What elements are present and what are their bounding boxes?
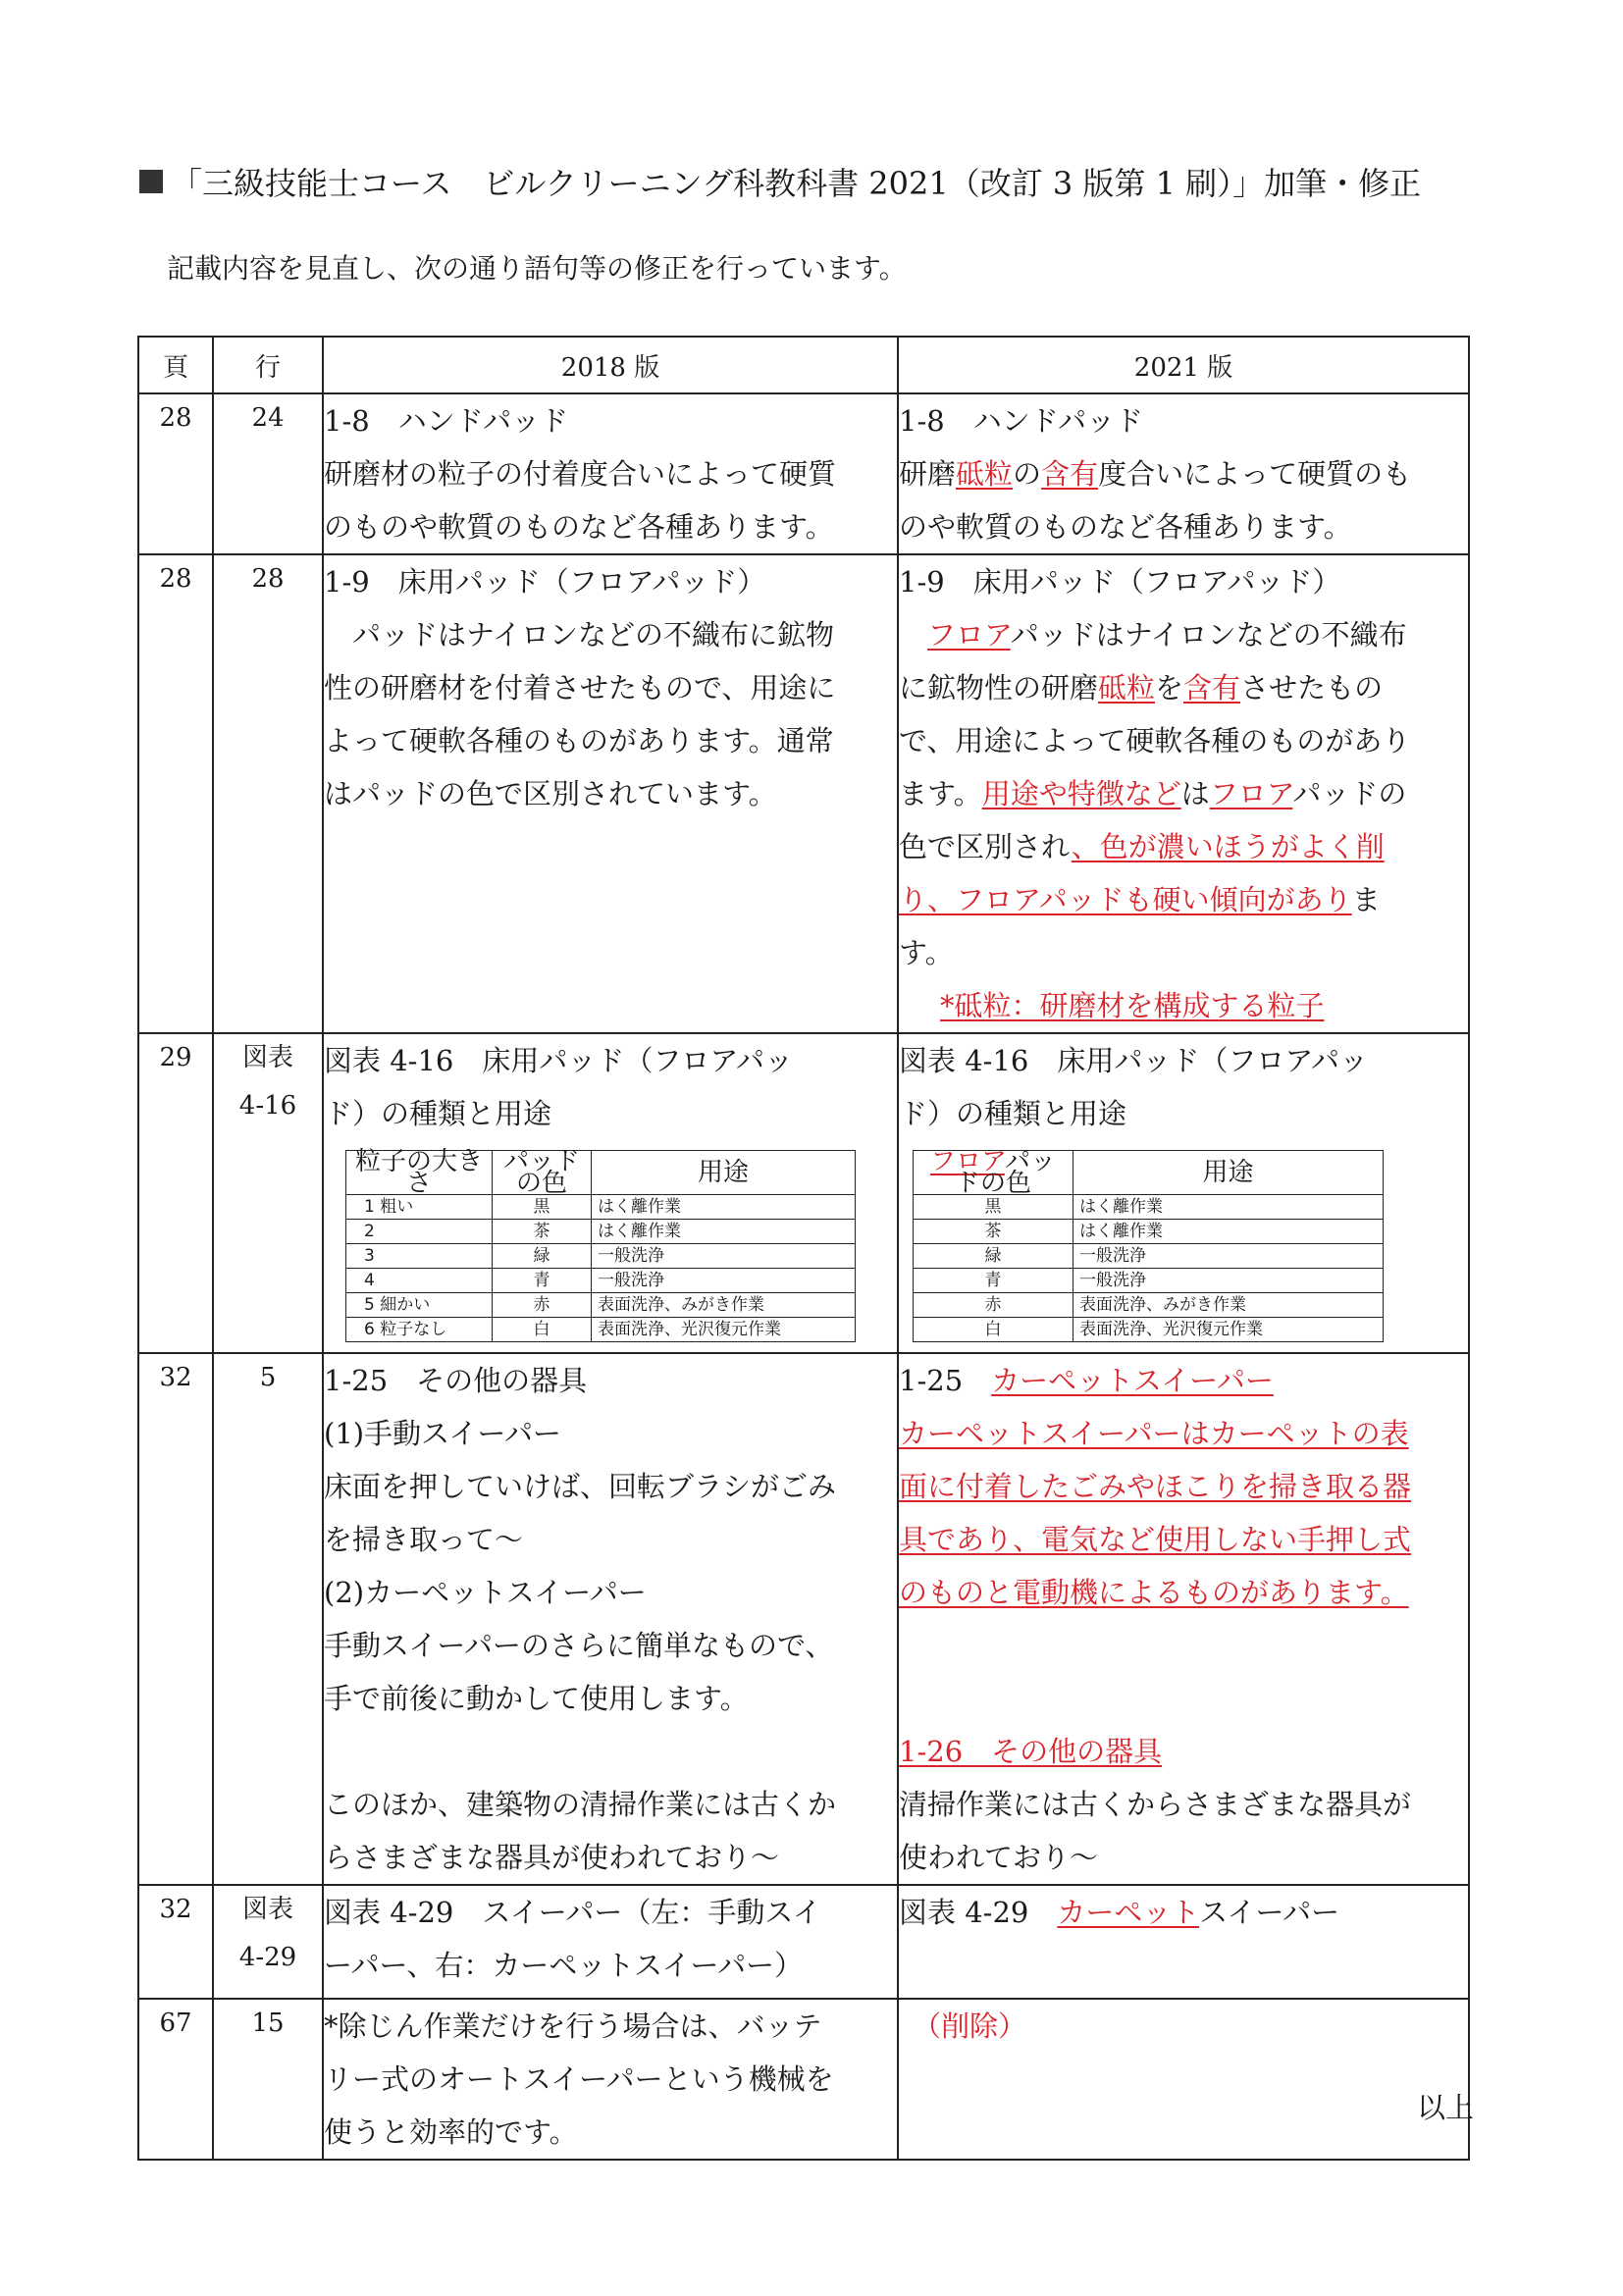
- new-text-cell: [898, 1033, 1469, 1353]
- mini-cell: 茶: [493, 1220, 592, 1244]
- text-span: 1-25: [899, 1364, 992, 1397]
- table-row: [138, 393, 1469, 554]
- text-span: 研磨: [899, 457, 957, 491]
- text-line: リー式のオートスイーパーという機械を: [324, 2062, 834, 2096]
- old-text-cell: [323, 1033, 898, 1353]
- line-cell: 5: [213, 1353, 323, 1885]
- mini-cell: 黒: [493, 1195, 592, 1220]
- text-line: [899, 820, 1468, 873]
- mini-cell: 5 細かい: [346, 1293, 493, 1318]
- text-line: 図表 4-29 スイーパー（左：手動スイ: [324, 1896, 821, 1929]
- mini-header: 用途: [592, 1151, 856, 1195]
- text-span: の: [1013, 457, 1042, 491]
- text-line: [899, 873, 1468, 926]
- revised-text: カーペットスイーパー: [991, 1364, 1274, 1397]
- line-label: 図表: [241, 1895, 293, 1924]
- text-line: 床面を押していけば、回転ブラシがごみ: [324, 1470, 837, 1503]
- text-span: を: [1155, 671, 1184, 704]
- old-text-cell: [323, 1885, 898, 1999]
- mini-cell: 青: [493, 1269, 592, 1293]
- text-line: 使われており～: [899, 1841, 1099, 1874]
- text-line: よって硬軟各種のものがあります。通常: [324, 724, 834, 757]
- text-line: 1-8 ハンドパッド: [899, 404, 1144, 438]
- text-line: 1-8 ハンドパッド: [324, 404, 569, 438]
- mini-row: [346, 1244, 856, 1269]
- mini-cell: 赤: [493, 1293, 592, 1318]
- line-cell: 28: [213, 554, 323, 1033]
- revised-text: 面に付着したごみやほこりを掃き取る器: [899, 1470, 1412, 1503]
- title-text: 「三級技能士コース ビルクリーニング科教科書 2021（改訂 3 版第 1 刷）」加筆・修正: [171, 165, 1422, 202]
- mini-cell: 一般洗浄: [1073, 1244, 1384, 1269]
- revised-text: フロア: [930, 1147, 1005, 1176]
- text-line: (2)カーペットスイーパー: [324, 1576, 647, 1609]
- revision-table: [137, 336, 1470, 2161]
- text-line: ド）の種類と用途: [324, 1097, 552, 1130]
- text-line: ーパー、右：カーペットスイーパー）: [324, 1949, 804, 1982]
- text-line: [899, 1886, 1468, 1939]
- revised-text: り、フロアパッドも硬い傾向があり: [899, 883, 1352, 916]
- text-line: 1-9 床用パッド（フロアパッド）: [324, 565, 766, 599]
- revised-text: 、色が濃いほうがよく削: [1071, 830, 1385, 863]
- mini-row: [346, 1195, 856, 1220]
- pad-types-table-old: [345, 1147, 856, 1342]
- revised-text: フロア: [1209, 777, 1293, 810]
- text-span: は: [1180, 777, 1210, 810]
- mini-row: [346, 1269, 856, 1293]
- mini-cell: 一般洗浄: [592, 1269, 856, 1293]
- text-line: 研磨材の粒子の付着度合いによって硬質: [324, 457, 837, 491]
- page-cell: 32: [138, 1353, 213, 1885]
- mini-cell: 一般洗浄: [1073, 1269, 1384, 1293]
- header-line: 行: [213, 337, 323, 393]
- text-span: パッドの色: [954, 1147, 1056, 1198]
- line-cell: [213, 1033, 323, 1353]
- pad-types-table-new: [913, 1147, 1384, 1342]
- mini-row: [914, 1269, 1384, 1293]
- mini-cell: 青: [914, 1269, 1073, 1293]
- revised-text: フロア: [927, 618, 1011, 652]
- mini-row: [346, 1293, 856, 1318]
- page-cell: 67: [138, 1999, 213, 2160]
- page-cell: 28: [138, 393, 213, 554]
- intro-text: 記載内容を見直し、次の通り語句等の修正を行っています。: [167, 252, 907, 285]
- old-text-cell: [323, 554, 898, 1033]
- line-cell: 15: [213, 1999, 323, 2160]
- text-line: 1-9 床用パッド（フロアパッド）: [899, 565, 1341, 599]
- text-line: 使うと効率的です。: [324, 2115, 578, 2149]
- mini-row: [914, 1220, 1384, 1244]
- mini-header-row: [914, 1151, 1384, 1195]
- mini-row: [914, 1195, 1384, 1220]
- old-text-cell: [323, 1353, 898, 1885]
- text-line: [899, 447, 1468, 500]
- revised-text: 含有: [1041, 457, 1099, 491]
- text-line: のや軟質のものなど各種あります。: [899, 510, 1352, 544]
- mini-cell: 一般洗浄: [592, 1244, 856, 1269]
- new-text-cell: [898, 554, 1469, 1033]
- mini-row: [914, 1293, 1384, 1318]
- mini-cell: 6 粒子なし: [346, 1318, 493, 1342]
- text-line: 性の研磨材を付着させたもので、用途に: [324, 671, 836, 704]
- text-line: このほか、建築物の清掃作業には古くか: [324, 1788, 837, 1821]
- mini-cell: 2: [346, 1220, 493, 1244]
- mini-cell: 白: [493, 1318, 592, 1342]
- table-row: [138, 1353, 1469, 1885]
- header-page: 頁: [138, 337, 213, 393]
- new-text-cell: [898, 393, 1469, 554]
- text-line: [899, 661, 1468, 714]
- text-line: [899, 608, 1468, 661]
- text-line: パッドはナイロンなどの不織布に鉱物: [324, 618, 834, 652]
- text-span: に鉱物性の研磨: [899, 671, 1099, 704]
- text-span: させたもの: [1240, 671, 1384, 704]
- mini-cell: はく離作業: [592, 1220, 856, 1244]
- page-cell: 32: [138, 1885, 213, 1999]
- table-header-row: [138, 337, 1469, 393]
- mini-header-row: [346, 1151, 856, 1195]
- text-line: らさまざまな器具が使われており～: [324, 1841, 780, 1874]
- old-text-cell: [323, 393, 898, 554]
- mini-cell: はく離作業: [1073, 1220, 1384, 1244]
- line-label: 4-29: [238, 1943, 297, 1973]
- mini-cell: 表面洗浄、光沢復元作業: [592, 1318, 856, 1342]
- text-line: [899, 767, 1468, 820]
- header-old-version: 2018 版: [323, 337, 898, 393]
- deleted-note: （削除）: [913, 2009, 1027, 2043]
- mini-cell: 黒: [914, 1195, 1073, 1220]
- text-span: 色で区別され: [899, 830, 1072, 863]
- text-line: 手で前後に動かして使用します。: [324, 1682, 749, 1715]
- text-span: ま: [1351, 883, 1381, 916]
- header-new-version: 2021 版: [898, 337, 1469, 393]
- revised-text: のものと電動機によるものがあります。: [899, 1576, 1409, 1609]
- old-text-cell: [323, 1999, 898, 2160]
- text-line: 1-25 その他の器具: [324, 1364, 588, 1397]
- text-line: ド）の種類と用途: [899, 1097, 1127, 1130]
- footnote-revised: *砥粒：研磨材を構成する粒子: [940, 989, 1325, 1022]
- new-text-cell: [898, 1353, 1469, 1885]
- text-line: 図表 4-16 床用パッド（フロアパッ: [899, 1044, 1369, 1077]
- text-span: 図表 4-29: [899, 1896, 1058, 1929]
- end-mark: 以上: [1417, 2091, 1475, 2124]
- mini-cell: 赤: [914, 1293, 1073, 1318]
- text-line: *除じん作業だけを行う場合は、バッテ: [324, 2009, 822, 2043]
- line-cell: [213, 1885, 323, 1999]
- text-span: パッドの: [1292, 777, 1407, 810]
- mini-cell: 緑: [914, 1244, 1073, 1269]
- text-line: (1)手動スイーパー: [324, 1417, 562, 1450]
- new-text-cell: [898, 1999, 1469, 2160]
- mini-cell: 4: [346, 1269, 493, 1293]
- revised-text: カーペット: [1057, 1896, 1200, 1929]
- new-text-cell: [898, 1885, 1469, 1999]
- mini-cell: 茶: [914, 1220, 1073, 1244]
- mini-cell: はく離作業: [592, 1195, 856, 1220]
- mini-header: 粒子の大きさ: [346, 1151, 493, 1195]
- document-title: [139, 159, 1421, 204]
- square-bullet-icon: [139, 170, 163, 193]
- revised-text: 含有: [1183, 671, 1241, 704]
- mini-cell: 表面洗浄、光沢復元作業: [1073, 1318, 1384, 1342]
- mini-header: 用途: [1073, 1151, 1384, 1195]
- text-span: 度合いによって硬質のも: [1098, 457, 1412, 491]
- mini-header: パッドの色: [493, 1151, 592, 1195]
- mini-cell: 1 粗い: [346, 1195, 493, 1220]
- table-row: [138, 1033, 1469, 1353]
- text-line: 清掃作業には古くからさまざまな器具が: [899, 1788, 1412, 1821]
- revised-text: カーペットスイーパーはカーペットの表: [899, 1417, 1409, 1450]
- page-cell: 29: [138, 1033, 213, 1353]
- text-line: 手動スイーパーのさらに簡単なもので、: [324, 1629, 834, 1662]
- mini-cell: 表面洗浄、みがき作業: [592, 1293, 856, 1318]
- mini-row: [346, 1220, 856, 1244]
- text-line: で、用途によって硬軟各種のものがあり: [899, 724, 1411, 757]
- revised-text: 砥粒: [956, 457, 1014, 491]
- table-row: [138, 554, 1469, 1033]
- mini-cell: 3: [346, 1244, 493, 1269]
- mini-cell: 緑: [493, 1244, 592, 1269]
- text-line: を掃き取って～: [324, 1523, 524, 1556]
- text-line: [899, 1354, 1468, 1407]
- text-line: す。: [899, 936, 954, 969]
- mini-row: [346, 1318, 856, 1342]
- mini-cell: はく離作業: [1073, 1195, 1384, 1220]
- revised-text: 用途や特徴など: [981, 777, 1181, 810]
- text-line: 図表 4-16 床用パッド（フロアパッ: [324, 1044, 794, 1077]
- mini-header: [914, 1147, 1073, 1198]
- line-cell: 24: [213, 393, 323, 554]
- page-cell: 28: [138, 554, 213, 1033]
- mini-cell: 白: [914, 1318, 1073, 1342]
- revised-text: 具であり、電気など使用しない手押し式: [899, 1523, 1412, 1556]
- table-row: [138, 1885, 1469, 1999]
- revised-text: 1-26 その他の器具: [899, 1735, 1163, 1768]
- revised-text: 砥粒: [1098, 671, 1156, 704]
- text-span: ます。: [899, 777, 982, 810]
- mini-cell: 表面洗浄、みがき作業: [1073, 1293, 1384, 1318]
- mini-row: [914, 1244, 1384, 1269]
- line-label: 4-16: [238, 1091, 297, 1122]
- text-span: スイーパー: [1199, 1896, 1340, 1929]
- table-row: [138, 1999, 1469, 2160]
- mini-row: [914, 1318, 1384, 1342]
- line-label: 図表: [241, 1043, 293, 1072]
- text-line: はパッドの色で区別されています。: [324, 777, 777, 810]
- text-span: パッドはナイロンなどの不織布: [1010, 618, 1407, 652]
- text-line: のものや軟質のものなど各種あります。: [324, 510, 834, 544]
